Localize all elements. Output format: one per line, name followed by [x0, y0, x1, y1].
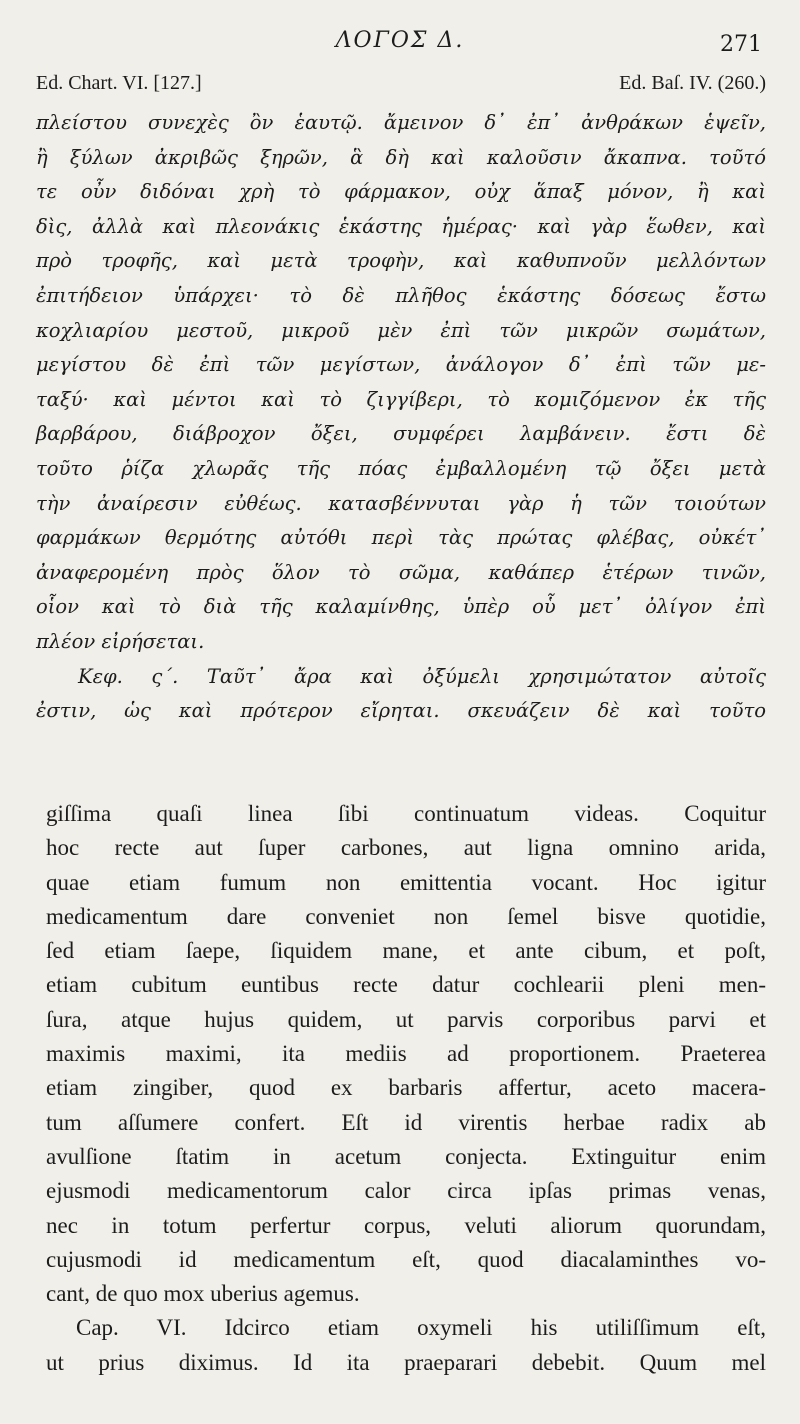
latin-line: ſura, atque hujus quidem, ut parvis corporibus parvi et: [46, 1006, 766, 1032]
greek-line: οἷον καὶ τὸ διὰ τῆς καλαμίνθης, ὑπὲρ οὗ μετ᾽ ὀλίγον ἐπὶ: [36, 595, 766, 619]
greek-line: πρὸ τροφῆς, καὶ μετὰ τροφὴν, καὶ καθυπνοῦν μελλόντων: [36, 249, 766, 273]
greek-text-block: [36, 106, 766, 729]
latin-line: maximis maximi, ita mediis ad proportionem. Praeterea: [46, 1041, 766, 1067]
latin-line: ut prius diximus. Id ita praeparari debebit. Quum mel: [46, 1349, 766, 1375]
latin-line: ſed etiam ſaepe, ſiquidem mane, et ante cibum, et poſt,: [46, 938, 766, 964]
latin-line: etiam cubitum euntibus recte datur cochlearii pleni men-: [46, 972, 766, 998]
greek-line: πλείστου συνεχὲς ὂν ἑαυτῷ. ἄμεινον δ᾽ ἐπ᾽ ἀνθράκων ἑψεῖν,: [36, 111, 766, 134]
latin-line: giſſima quaſi linea ſibi continuatum videas. Coquitur: [46, 801, 766, 826]
greek-line: τὴν ἀναίρεσιν εὐθέως. κατασβέννυται γὰρ ἡ τῶν τοιούτων: [36, 491, 766, 515]
latin-chapter-heading-line: Cap. VI. Idcirco etiam oxymeli his utiliſſimum eſt,: [76, 1315, 766, 1341]
greek-line: τοῦτο ῥίζα χλωρᾶς τῆς πόας ἐμβαλλομένη τῷ ὄξει μετὰ: [36, 456, 766, 480]
edition-reference-line: [36, 72, 766, 95]
greek-line: ἐπιτήδειον ὑπάρχει· τὸ δὲ πλῆθος ἑκάστης δόσεως ἔστω: [36, 283, 766, 307]
greek-line: κοχλιαρίου μεστοῦ, μικροῦ μὲν ἐπὶ τῶν μικρῶν σωμάτων,: [36, 318, 766, 342]
latin-line: nec in totum perfertur corpus, veluti aliorum quorundam,: [46, 1212, 766, 1238]
greek-line: βαρβάρου, διάβροχον ὄξει, συμφέρει λαμβάνειν. ἔστι δὲ: [36, 422, 766, 446]
page-number: 271: [720, 32, 762, 57]
greek-line: τε οὖν διδόναι χρὴ τὸ φάρμακον, οὐχ ἅπαξ μόνον, ἢ καὶ: [36, 180, 766, 204]
greek-line: ταξύ· καὶ μέντοι καὶ τὸ ζιγγίβερι, τὸ κομιζόμενον ἐκ τῆς: [36, 387, 766, 411]
edition-basel: Ed. Baſ. IV. (260.): [619, 72, 766, 94]
greek-line: μεγίστου δὲ ἐπὶ τῶν μεγίστων, ἀνάλογον δ᾽ ἐπὶ τῶν με-: [36, 353, 766, 377]
greek-line: ἐστιν, ὡς καὶ πρότερον εἴρηται. σκευάζειν δὲ καὶ τοῦτο: [36, 699, 766, 723]
edition-chartier: Ed. Chart. VI. [127.]: [36, 72, 202, 94]
greek-line: ἢ ξύλων ἀκριβῶς ξηρῶν, ἃ δὴ καὶ καλοῦσιν ἄκαπνα. τοῦτό: [36, 145, 766, 169]
running-head: ΛΟΓΟΣ Δ.: [335, 28, 465, 53]
greek-chapter-heading-line: Κεφ. ς΄. Ταῦτ᾽ ἄρα καὶ ὀξύμελι χρησιμώτατον αὐτοῖς: [78, 664, 766, 688]
latin-line: ejusmodi medicamentorum calor circa ipſas primas venas,: [46, 1178, 766, 1204]
greek-line: ἀναφερομένη πρὸς ὅλον τὸ σῶμα, καθάπερ ἑτέρων τινῶν,: [36, 560, 766, 584]
latin-line: tum aſſumere confert. Eſt id virentis herbae radix ab: [46, 1109, 766, 1135]
latin-line: avulſione ſtatim in acetum conjecta. Extinguitur enim: [46, 1143, 766, 1169]
latin-line: hoc recte aut ſuper carbones, aut ligna omnino arida,: [46, 835, 766, 861]
greek-line: δὶς, ἀλλὰ καὶ πλεονάκις ἑκάστης ἡμέρας· καὶ γὰρ ἕωθεν, καὶ: [36, 214, 766, 238]
latin-line: medicamentum dare conveniet non ſemel bisve quotidie,: [46, 903, 766, 929]
latin-line: quae etiam fumum non emittentia vocant. Hoc igitur: [46, 869, 766, 895]
latin-line: cujusmodi id medicamentum eſt, quod diacalaminthes vo-: [46, 1246, 766, 1272]
latin-line: cant, de quo mox uberius agemus.: [46, 1281, 360, 1307]
latin-text-block: [46, 797, 766, 1380]
greek-line: πλέον εἰρήσεται.: [36, 629, 205, 653]
greek-line: φαρμάκων θερμότης αὐτόθι περὶ τὰς πρώτας φλέβας, οὐκέτ᾽: [36, 526, 766, 550]
latin-line: etiam zingiber, quod ex barbaris affertur, aceto macera-: [46, 1075, 766, 1101]
